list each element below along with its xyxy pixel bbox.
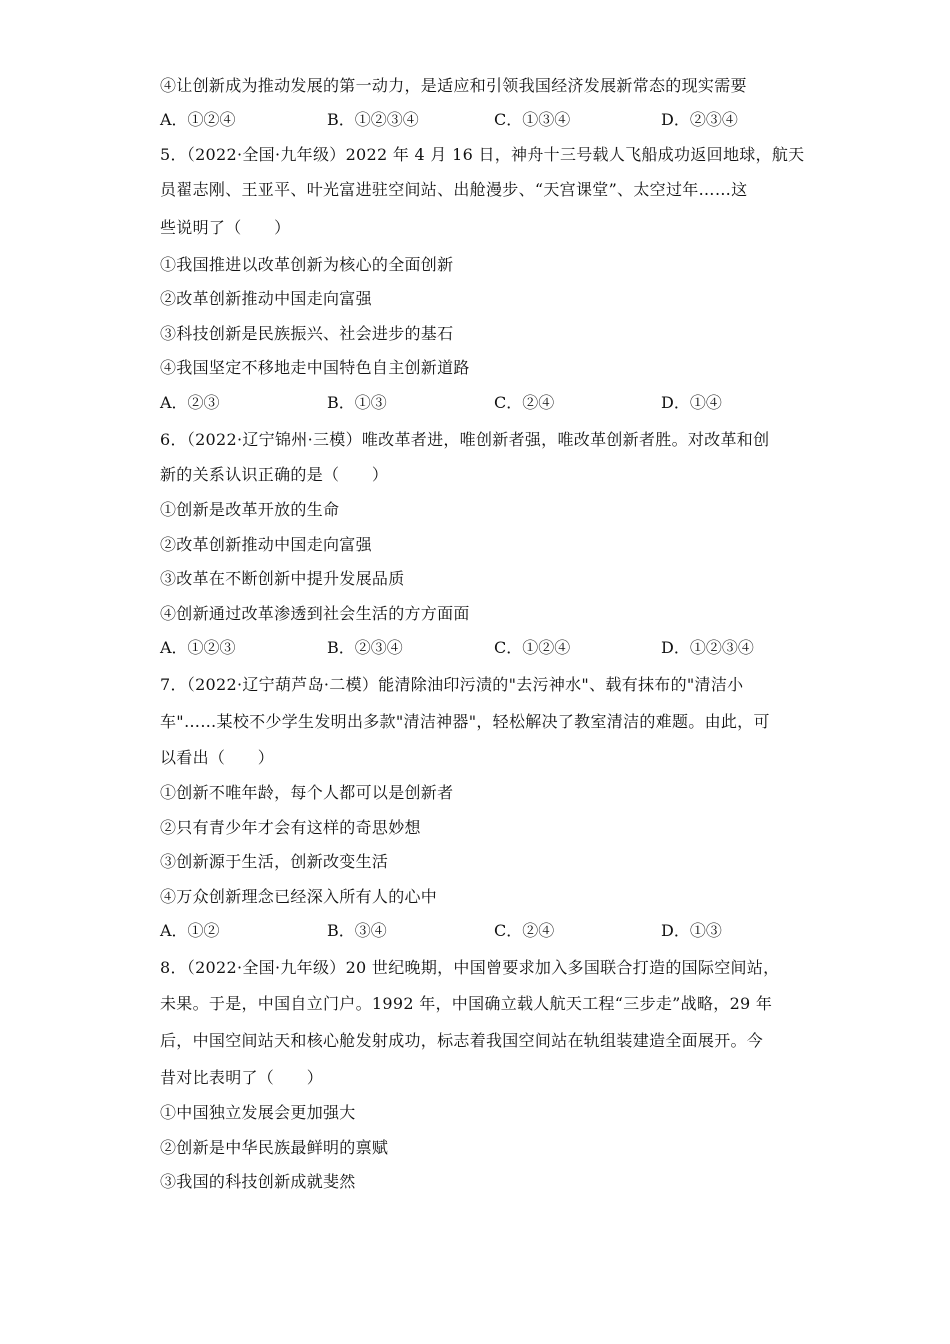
option-d[interactable]: D．①④ bbox=[661, 393, 722, 412]
statement: ④万众创新理念已经深入所有人的心中 bbox=[160, 887, 438, 906]
option-b[interactable]: B．③④ bbox=[327, 921, 387, 940]
question-stem: 些说明了（ ） bbox=[160, 218, 291, 237]
statement: ①我国推进以改革创新为核心的全面创新 bbox=[160, 255, 454, 274]
question-stem: 未果。于是，中国自立门户。1992 年，中国确立载人航天工程“三步走”战略，29 年 bbox=[160, 994, 773, 1013]
statement: ③我国的科技创新成就斐然 bbox=[160, 1172, 356, 1191]
statement: ②创新是中华民族最鲜明的禀赋 bbox=[160, 1138, 389, 1157]
question-stem: 车"……某校不少学生发明出多款"清洁神器"，轻松解决了教室清洁的难题。由此，可 bbox=[160, 712, 770, 731]
option-c[interactable]: C．②④ bbox=[494, 393, 555, 412]
option-b[interactable]: B．②③④ bbox=[327, 638, 403, 657]
answer-options bbox=[160, 921, 800, 941]
question-stem: 以看出（ ） bbox=[160, 748, 275, 767]
statement: ②改革创新推动中国走向富强 bbox=[160, 289, 372, 308]
option-a[interactable]: A．①②④ bbox=[160, 110, 236, 129]
option-a[interactable]: A．①②③ bbox=[160, 638, 236, 657]
option-d[interactable]: D．②③④ bbox=[661, 110, 738, 129]
statement: ①创新不唯年龄，每个人都可以是创新者 bbox=[160, 783, 454, 802]
statement: ②改革创新推动中国走向富强 bbox=[160, 535, 372, 554]
answer-options bbox=[160, 110, 800, 130]
statement: ②只有青少年才会有这样的奇思妙想 bbox=[160, 818, 421, 837]
statement: ④创新通过改革渗透到社会生活的方方面面 bbox=[160, 604, 470, 623]
option-d[interactable]: D．①③ bbox=[661, 921, 722, 940]
statement: ①创新是改革开放的生命 bbox=[160, 500, 340, 519]
option-a[interactable]: A．②③ bbox=[160, 393, 220, 412]
option-b[interactable]: B．①②③④ bbox=[327, 110, 419, 129]
question-stem: 新的关系认识正确的是（ ） bbox=[160, 465, 389, 484]
option-c[interactable]: C．②④ bbox=[494, 921, 555, 940]
question-stem: 8．（2022·全国·九年级）20 世纪晚期，中国曾要求加入多国联合打造的国际空间站， bbox=[160, 958, 780, 977]
answer-options bbox=[160, 638, 800, 658]
option-d[interactable]: D．①②③④ bbox=[661, 638, 754, 657]
statement: ③科技创新是民族振兴、社会进步的基石 bbox=[160, 324, 454, 343]
answer-options bbox=[160, 393, 800, 413]
question-stem: 后，中国空间站天和核心舱发射成功，标志着我国空间站在轨组装建造全面展开。今 bbox=[160, 1031, 764, 1050]
statement: ③创新源于生活，创新改变生活 bbox=[160, 852, 389, 871]
statement: ④我国坚定不移地走中国特色自主创新道路 bbox=[160, 358, 470, 377]
question-stem: 昔对比表明了（ ） bbox=[160, 1068, 324, 1087]
question-stem: 7．（2022·辽宁葫芦岛·二模）能清除油印污渍的"去污神水"、载有抹布的"清洁小 bbox=[160, 675, 744, 694]
option-c[interactable]: C．①②④ bbox=[494, 638, 571, 657]
statement: ①中国独立发展会更加强大 bbox=[160, 1103, 356, 1122]
option-b[interactable]: B．①③ bbox=[327, 393, 387, 412]
question-stem: 员翟志刚、王亚平、叶光富进驻空间站、出舱漫步、“天宫课堂”、太空过年……这 bbox=[160, 180, 748, 199]
question-stem: 6．（2022·辽宁锦州·三模）唯改革者进，唯创新者强，唯改革创新者胜。对改革和创 bbox=[160, 430, 770, 449]
statement: ④让创新成为推动发展的第一动力，是适应和引领我国经济发展新常态的现实需要 bbox=[160, 76, 747, 95]
statement: ③改革在不断创新中提升发展品质 bbox=[160, 569, 405, 588]
option-a[interactable]: A．①② bbox=[160, 921, 220, 940]
option-c[interactable]: C．①③④ bbox=[494, 110, 571, 129]
question-stem: 5．（2022·全国·九年级）2022 年 4 月 16 日，神舟十三号载人飞船成功返回地球，航天 bbox=[160, 145, 805, 164]
